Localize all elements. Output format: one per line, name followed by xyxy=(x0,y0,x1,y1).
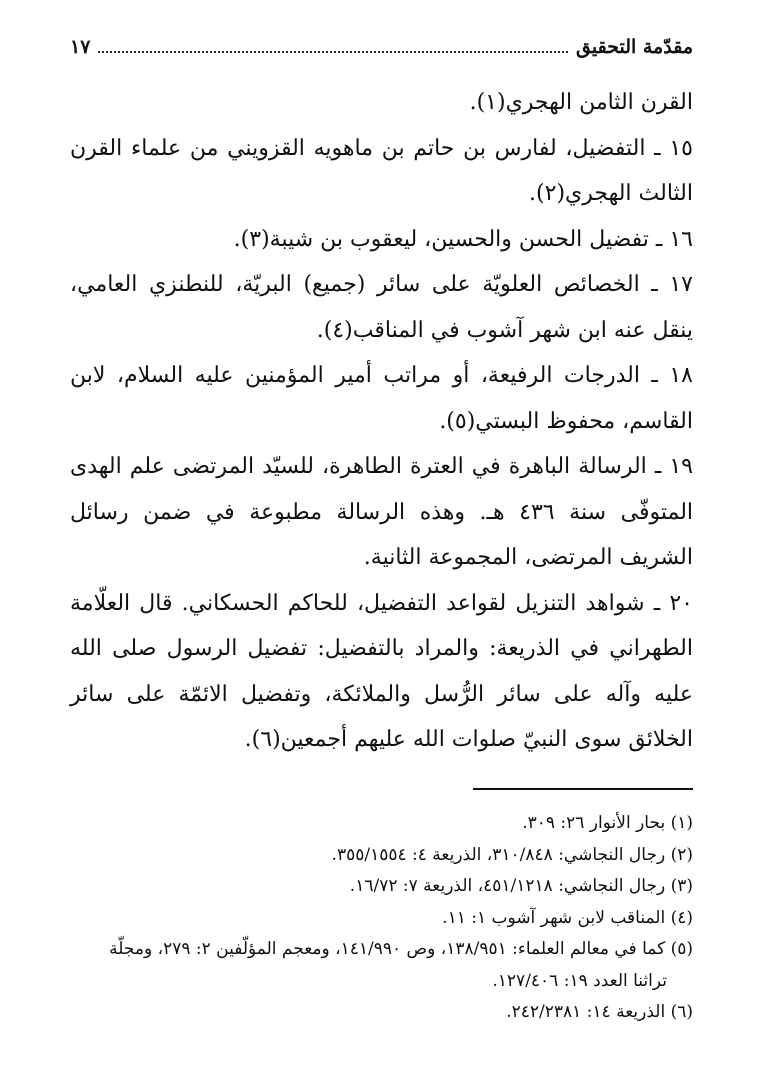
footnote xyxy=(70,808,693,840)
paragraph: القرن الثامن الهجري(١). xyxy=(469,90,693,115)
paragraph: ١٨ ـ الدرجات الرفيعة، أو مراتب أمير المؤمنين عليه السلام، لابن القاسم، محفوظ البستي(٥). xyxy=(70,363,693,434)
footnote xyxy=(70,840,693,872)
paragraph: ١٧ ـ الخصائص العلويّة على سائر (جميع) البريّة، للنطنزي العامي، ينقل عنه ابن شهر آشوب في المناقب(٤). xyxy=(70,272,693,343)
footnote-text: (٣) رجال النجاشي: ٤٥١/١٢١٨، الذريعة ٧: ١٦/٧٢. xyxy=(349,876,693,896)
footnote xyxy=(70,934,693,997)
page-number: ١٧ xyxy=(70,36,91,58)
footnotes xyxy=(70,808,693,1029)
footnote xyxy=(70,871,693,903)
footnote-text: (٤) المناقب لابن شهر آشوب ١: ١١. xyxy=(442,907,693,928)
footnote-continuation: تراثنا العدد ١٩: ١٢٧/٤٠٦. xyxy=(492,970,667,991)
footnote xyxy=(70,903,693,935)
running-header xyxy=(70,30,693,64)
footnote-separator xyxy=(473,788,693,790)
footnote xyxy=(70,997,693,1029)
paragraph: ١٥ ـ التفضيل، لفارس بن حاتم بن ماهويه القزويني من علماء القرن الثالث الهجري(٢). xyxy=(70,135,693,206)
paragraph: ١٦ ـ تفضيل الحسن والحسين، ليعقوب بن شيبة(٣). xyxy=(233,226,693,252)
main-text xyxy=(70,80,693,763)
footnote-text: (٢) رجال النجاشي: ٣١٠/٨٤٨، الذريعة ٤: ٣٥٥/١٥٥٤. xyxy=(331,844,693,865)
paragraph: ٢٠ ـ شواهد التنزيل لقواعد التفضيل، للحاكم الحسكاني. قال العلّامة الطهراني في الذريعة: والمراد بالتفضيل: تفضيل الرسول صلى الله عليه وآله على سائر الرُّسل والملائكة، وتفضيل الائمّة على سائر الخلائق سوى النبيّ صلوات الله عليهم أجمعين(٦). xyxy=(70,590,693,752)
footnote-text: (١) بحار الأنوار ٢٦: ٣٠٩. xyxy=(522,813,693,833)
footnote-text: (٦) الذريعة ١٤: ٢٤٢/٢٣٨١. xyxy=(506,1002,693,1022)
paragraph: ١٩ ـ الرسالة الباهرة في العترة الطاهرة، للسيّد المرتضى علم الهدى المتوفّى سنة ٤٣٦ هـ. وهذه الرسالة مطبوعة في ضمن رسائل الشريف المرتضى، المجموعة الثانية. xyxy=(70,454,694,570)
footnote-text: (٥) كما في معالم العلماء: ١٣٨/٩٥١، وص ١٤١/٩٩٠، ومعجم المؤلّفين ٢: ٢٧٩، ومجلّة xyxy=(109,939,693,959)
dotted-leader xyxy=(98,51,568,53)
chapter-title: مقدّمة التحقيق xyxy=(576,36,693,58)
